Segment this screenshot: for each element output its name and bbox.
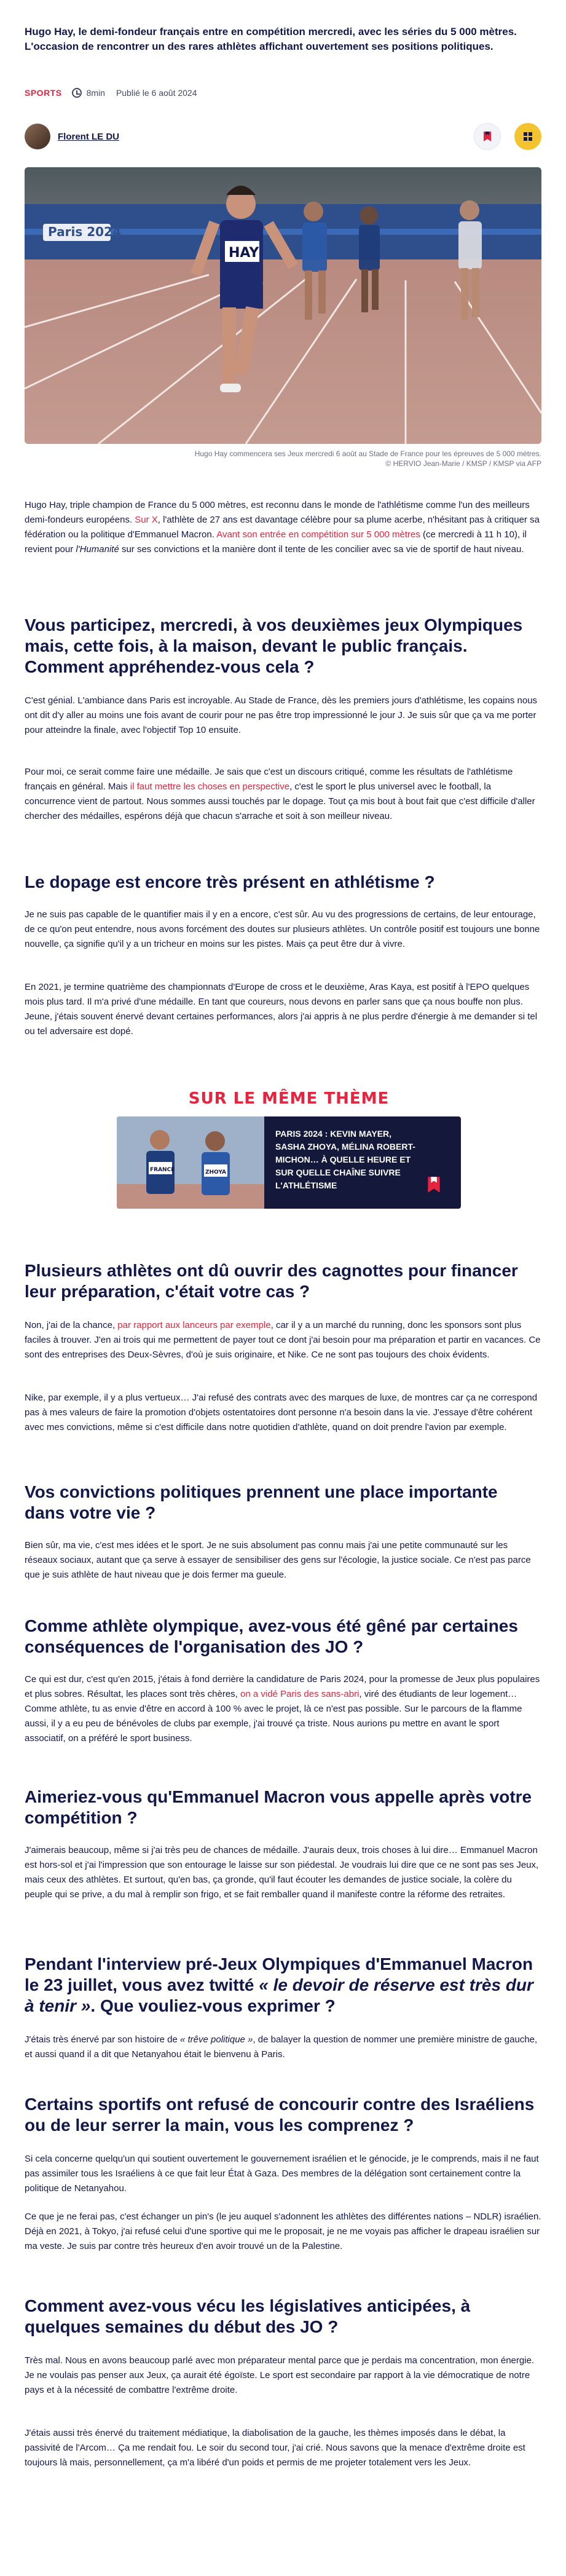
question-heading-5: Comme athlète olympique, avez-vous été gêné par certaines conséquences de l'organisation des JO ? xyxy=(25,1616,518,1656)
answer-8-paragraph-1: Si cela concerne quelqu'un qui soutient ouvertement le gouvernement israélien et le génocide, je le comprends, mais il ne faut pas assimiler tous les Israéliens à ce que fait leur État à Gaza. Des membres de la délégation sont certainement contre la politique de Netanyahou. xyxy=(25,2154,539,2194)
question-heading-7 xyxy=(25,1954,541,2017)
homeless-link[interactable]: on a vidé Paris des sans-abri xyxy=(240,1689,360,1699)
question-heading-9: Comment avez-vous vécu les législatives anticipées, à quelques semaines du début des JO ? xyxy=(25,2296,471,2336)
bib-name: HAY xyxy=(229,245,259,261)
caption-text: Hugo Hay commencera ses Jeux mercredi 6 août au Stade de France pour les épreuves de 5 000 mètres. xyxy=(194,449,541,458)
article-lede: Hugo Hay, le demi-fondeur français entre en compétition mercredi, avec les séries du 5 000 mètres. L'occasion de rencontrer un des rares athlètes affichant ouvertement ses positions politiques. xyxy=(25,26,517,52)
hero-caption xyxy=(25,449,541,468)
intro-text-1: Hugo Hay, triple champion de France du 5 000 mètres, est reconnu dans le monde de l'athlétisme comme l'un des meilleurs demi-fondeurs européens. xyxy=(25,500,530,525)
article-actions xyxy=(474,123,541,150)
question-7-quote: « le devoir de réserve est très dur à tenir » xyxy=(25,1975,533,2015)
answer-4-paragraph-1: Bien sûr, ma vie, c'est mes idées et le sport. Je ne suis absolument pas connu mais j'ai une petite communauté sur les réseaux sociaux, autant que ça serve à essayer de sensibiliser des gens sur l'écologie, la justice sociale. Ce n'est pas parce que je suis athlète de haut niveau que je dois fermer ma gueule. xyxy=(25,1540,531,1580)
clock-icon xyxy=(72,88,82,98)
throwers-link[interactable]: par rapport aux lanceurs par exemple xyxy=(117,1320,271,1330)
answer-7-text-start: J'étais très énervé par son histoire de xyxy=(25,2034,180,2045)
related-block xyxy=(117,1089,461,1212)
answer-7-quote: « trêve politique » xyxy=(180,2034,253,2045)
question-7-text-start: Pendant l'interview pré-Jeux Olympiques d'Emmanuel Macron le 23 juillet, vous avez twitté xyxy=(25,1954,533,1994)
answer-2-paragraph-2: En 2021, je termine quatrième des championnats d'Europe de cross et le deuxième, Aras Kaya, est positif à l'EPO quelques mois plus tard. Il m'a privé d'une médaille. En tant que coureurs, nous devons en parler sans que ça nous bouffe non plus. Jeune, j'étais souvent énervé devant certaines performances, alors j'ai appris à ne plus perdre d'énergie à me demander si tel ou tel adversaire est dopé. xyxy=(25,982,538,1037)
question-heading-3: Plusieurs athlètes ont dû ouvrir des cagnottes pour financer leur préparation, c'était votre cas ? xyxy=(25,1261,518,1301)
related-bib-1: FRANCE xyxy=(150,1167,175,1173)
answer-5-text-start: Ce qui est dur, c'est qu'en 2015, j'étais à fond derrière la candidature de Paris 2024, pour la promesse de Jeux plus populaires et plus sobres. Résultat, les places sont très chères, xyxy=(25,1674,540,1699)
bookmark-icon[interactable] xyxy=(424,1175,444,1195)
answer-5-paragraph-1 xyxy=(25,1672,541,1746)
competition-link[interactable]: Avant son entrée en compétition sur 5 000 mètres xyxy=(216,529,420,540)
answer-1-paragraph-2 xyxy=(25,765,541,824)
intro-text-4: sur ses convictions et la manière dont il tente de les concilier avec sa vie de sportif de haut niveau. xyxy=(119,544,524,555)
related-article-title[interactable]: PARIS 2024 : KEVIN MAYER, SASHA ZHOYA, MÉLINA ROBERT-MICHON… À QUELLE HEURE ET SUR QUELLE CHAÎNE SUIVRE L'ATHLÉTISME xyxy=(275,1129,415,1190)
answer-3-paragraph-2: Nike, par exemple, il y a plus vertueux… J'ai refusé des contrats avec des marques de luxe, de montres car ça ne correspond pas à mes valeurs de faire la promotion d'objets ostentatoires dont personne n'a besoin dans la vie. J'essaye d'être cohérent avec mes convictions, même si c'est difficile dans notre quotidien d'athlète, quand on doit prendre l'avion par exemple. xyxy=(25,1393,538,1432)
answer-9-paragraph-1: Très mal. Nous en avons beaucoup parlé avec mon préparateur mental parce que je perdais ma concentration, mon énergie. Je ne voulais pas penser aux Jeux, ça aurait été égoïste. Le sport est secondaire par rapport à la vie démocratique de notre pays et à la nécessité de combattre l'extrême droite. xyxy=(25,2355,535,2395)
answer-5-text-end: , viré des étudiants de leur logement… Comme athlète, tu as envie d'être en accord à 100 % avec le projet, là ce n'est pas possible. Sur le parcours de la flamme aussi, il y a eu peu de bénévoles de clubs par exemple, j'ai trouvé ça triste. Nous aurions pu mettre en avant le sport associatif, on a préféré le sport business. xyxy=(25,1689,522,1744)
intro-text-3: (ce mercredi à 11 h 10), il revient pour xyxy=(25,529,527,555)
answer-6-paragraph-1: J'aimerais beaucoup, même si j'ai très peu de chances de médaille. J'aurais deux, trois choses à lui dire… Emmanuel Macron est hors-sol et j'ai l'impression que son entourage le laisse sur son piédestal. Je voudrais lui dire que ce ne sont pas ses Jeux, mais ceux des athlètes. Et surtout, qu'en bas, ça gronde, qu'il faut écouter les demandes de justice sociale, la colère du peuple qui se prive, a du mal à remplir son frigo, et se fait remballer quand il manifeste contre la réforme des retraites. xyxy=(25,1845,539,1900)
related-heading: SUR LE MÊME THÈME xyxy=(188,1089,390,1108)
related-bib-2: ZHOYA xyxy=(205,1169,227,1175)
answer-3-text-end: , car il y a un marché du running, donc les sponsors sont plus faciles à trouver. J'en ai trois qui me permettent de payer tout ce dont j'ai besoin pour ma préparation et partir en vacances. Ce sont des entreprises des Deux-Sèvres, d'où je suis originaire, et Nike. Ce ne sont pas toujours des choix évidents. xyxy=(25,1320,541,1360)
answer-2-paragraph-1: Je ne suis pas capable de le quantifier mais il y en a encore, c'est sûr. Au vu des progressions de certains, de leur entourage, de ce qu'on peut entendre, nous avons forcément des doutes sur plusieurs athlètes. Un contrôle positif est toujours une bonne nouvelle, ça signifie qu'il y a un tricheur en moins sur les pistes. Mais ça peut être dur à vivre. xyxy=(25,909,540,949)
question-heading-6: Aimeriez-vous qu'Emmanuel Macron vous appelle après votre compétition ? xyxy=(25,1787,532,1827)
answer-3-paragraph-1 xyxy=(25,1318,541,1362)
question-7-text-end: . Que vouliez-vous exprimer ? xyxy=(90,1996,336,2015)
author-avatar[interactable] xyxy=(25,124,50,149)
rubric-link[interactable]: SPORTS xyxy=(25,88,62,98)
save-button[interactable] xyxy=(474,123,501,150)
share-button[interactable] xyxy=(514,123,541,150)
related-article-card[interactable] xyxy=(117,1116,461,1209)
question-heading-4: Vos convictions politiques prennent une place importante dans votre vie ? xyxy=(25,1482,498,1522)
hero-illustration xyxy=(25,167,541,444)
answer-1-text-start: Pour moi, ce serait comme faire une médaille. Je sais que c'est un discours critiqué, comme les résultats de l'athlétisme français en général. Mais xyxy=(25,767,513,792)
perspective-link[interactable]: il faut mettre les choses en perspective xyxy=(130,781,290,792)
bookmark-icon xyxy=(481,130,493,143)
answer-9-paragraph-2: J'étais aussi très énervé du traitement médiatique, la diabolisation de la gauche, les thèmes imposés dans le débat, la passivité de l'Arcom… Ça me rendait fou. Le soir du second tour, j'ai crié. Nous savons que la menace d'extrême droite est toujours là mais, personnellement, ça m'a libéré d'un poids et permis de me projeter totalement vers les Jeux. xyxy=(25,2428,525,2468)
article-meta xyxy=(25,86,541,100)
related-thumbnail xyxy=(117,1116,264,1209)
author-name-link[interactable]: Florent LE DU xyxy=(58,131,119,142)
answer-7-text-end: , de balayer la question de nommer une première ministre de gauche, et aussi quand il a dit que Netanyahou était le bienvenu à Paris. xyxy=(25,2034,538,2060)
author-row xyxy=(25,121,541,152)
hero-photo xyxy=(25,167,541,444)
caption-credit: © HERVIO Jean-Marie / KMSP / KMSP via AFP xyxy=(385,459,541,468)
publish-date: Publié le 6 août 2024 xyxy=(116,88,197,98)
intro-text-2: , l'athlète de 27 ans est davantage célèbre pour sa plume acerbe, n'hésitant pas à critiquer sa fédération ou la politique d'Emmanuel Macron. xyxy=(25,515,540,540)
answer-7-paragraph-1 xyxy=(25,2033,541,2062)
answer-1-text-end: , c'est le sport le plus universel avec le football, la concurrence vient de partout. Nous sommes aussi touchés par le dopage. Tout ça mis bout à bout fait que c'est difficile d'aller chercher des médailles, espérons déjà que chacun s'arrache et soit à son meilleur niveau. xyxy=(25,781,535,821)
question-heading-8: Certains sportifs ont refusé de concourir contre des Israéliens ou de leur serrer la main, vous les comprenez ? xyxy=(25,2095,535,2135)
question-heading-1: Vous participez, mercredi, à vos deuxièmes jeux Olympiques mais, cette fois, à la maison, devant le public français. Comment appréhendez-vous cela ? xyxy=(25,615,523,676)
answer-3-text-start: Non, j'ai de la chance, xyxy=(25,1320,118,1330)
share-icon xyxy=(522,130,534,143)
question-heading-2: Le dopage est encore très présent en athlétisme ? xyxy=(25,872,435,891)
read-time: 8min xyxy=(86,88,105,98)
hero-banner-text: Paris 2024 xyxy=(48,224,121,239)
twitter-link[interactable]: Sur X xyxy=(135,515,158,525)
answer-8-paragraph-2: Ce que je ne ferai pas, c'est échanger un pin's (le jeu auquel s'adonnent les athlètes des différentes nations – NDLR) israélien. Déjà en 2021, à Tokyo, j'ai refusé celui d'une sportive qui me le proposait, je ne me voyais pas afficher le drapeau israélien sur ma veste. Je suis par contre très heureux d'en avoir trouvé un de la Palestine. xyxy=(25,2211,541,2251)
newspaper-name: l'Humanité xyxy=(76,544,119,555)
answer-1-paragraph-1: C'est génial. L'ambiance dans Paris est incroyable. Au Stade de France, dès les premiers jours d'athlétisme, les copains nous ont dit d'y aller au moins une fois avant de courir pour ne pas être trop impressionné le jour J. Je suis sûr que ça va me porter pour atteindre la finale, avec l'objectif Top 10 ensuite. xyxy=(25,695,538,735)
intro-paragraph xyxy=(25,498,541,557)
